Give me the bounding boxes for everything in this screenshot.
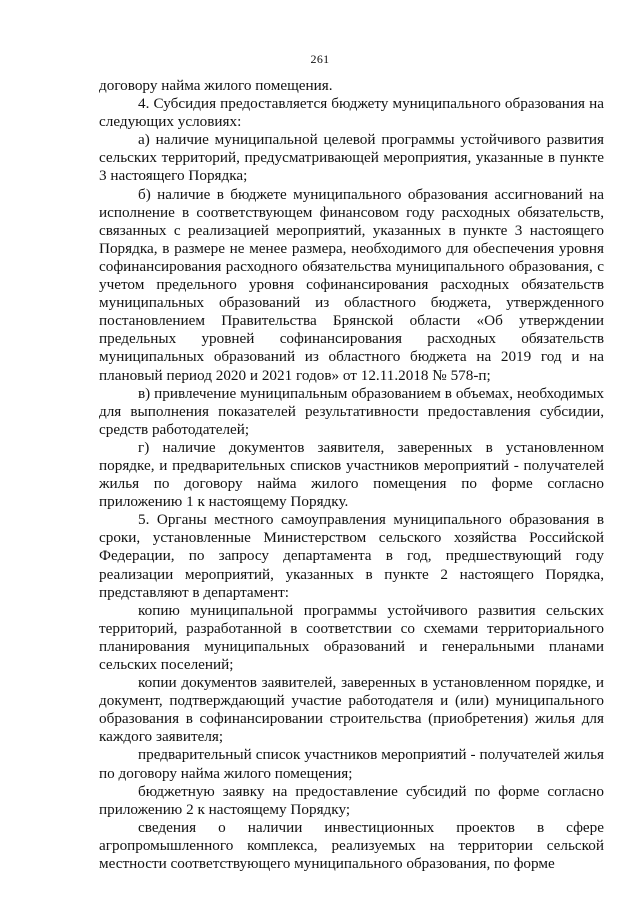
paragraph-budget-request: бюджетную заявку на предоставление субсидий по форме согласно приложению 2 к настоящему Порядку; <box>99 782 604 818</box>
paragraph-condition-g: г) наличие документов заявителя, заверенных в установленном порядке, и предварительных списков участников мероприятий - получателей жилья по договору найма жилого помещения по форме согласно приложению 1 к настоящему Порядку. <box>99 438 604 511</box>
paragraph-program-copy: копию муниципальной программы устойчивого развития сельских территорий, разработанной в соответствии со схемами территориального планирования муниципальных образований и генеральными планами сельских поселений; <box>99 601 604 673</box>
page-number: 261 <box>310 52 330 66</box>
paragraph-preliminary-list: предварительный список участников мероприятий - получателей жилья по договору найма жилого помещения; <box>99 746 604 782</box>
paragraph-condition-a: а) наличие муниципальной целевой программы устойчивого развития сельских территорий, предусматривающей мероприятия, указанные в пункте 3 настоящего Порядка; <box>99 131 604 185</box>
paragraph-condition-b: б) наличие в бюджете муниципального образования ассигнований на исполнение в соответствующем финансовом году расходных обязательств, связанных с реализацией мероприятий, указанных в пункте 3 настоящего Порядка, в размере не менее размера, необходимого для обеспечения уровня софинансирования расходного обязательства муниципального образования, с учетом предельного уровня софинансирования расходных обязательств муниципальных образований из областного бюджета, утвержденного постановлением Правительства Брянской области «Об утверждении предельных уровней софинансирования расходных обязательств муниципальных образований из областного бюджета на 2019 год и на плановый период 2020 и 2021 годов» от 12.11.2018 № 578-п; <box>99 185 604 384</box>
paragraph-investment-projects: сведения о наличии инвестиционных проектов в сфере агропромышленного комплекса, реализуемых на территории сельской местности соответствующего муниципального образования, по форме <box>99 818 604 873</box>
document-body <box>99 77 604 873</box>
paragraph-condition-v: в) привлечение муниципальным образованием в объемах, необходимых для выполнения показателей результативности предоставления субсидии, средств работодателей; <box>99 384 604 438</box>
paragraph-item-5: 5. Органы местного самоуправления муниципального образования в сроки, установленные Министерством сельского хозяйства Российской Федерации, по запросу департамента в год, предшествующий году реализации мероприятий, указанных в пункте 2 настоящего Порядка, представляют в департамент: <box>99 511 604 601</box>
paragraph-continuation: договору найма жилого помещения. <box>99 77 333 94</box>
paragraph-item-4: 4. Субсидия предоставляется бюджету муниципального образования на следующих условиях: <box>99 95 604 131</box>
paragraph-applicant-documents: копии документов заявителей, заверенных в установленном порядке, и документ, подтверждающий участие работодателя и (или) муниципального образования в софинансировании строительства (приобретения) жилья для каждого заявителя; <box>99 674 604 746</box>
